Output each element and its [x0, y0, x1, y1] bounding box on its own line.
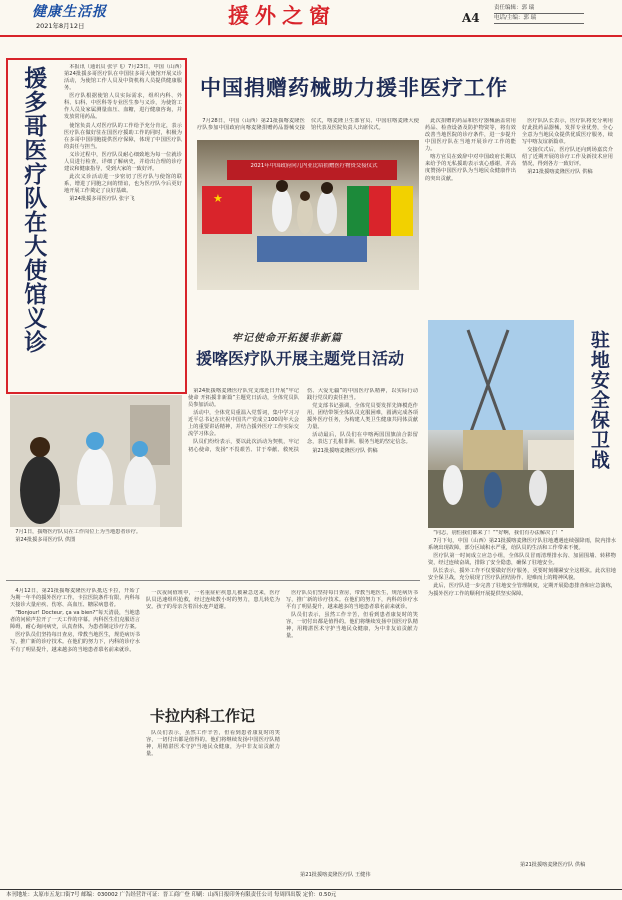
paragraph: 第24批援喀麦隆医疗队党支部近日开展“牢记使命 开拓援非新篇”主题党日活动，全体党员队员参加活动。 [188, 388, 299, 409]
story-title: 援多哥医疗队在大使馆义诊 [20, 66, 48, 354]
china-flag [202, 186, 252, 234]
paragraph: 7月下旬，中国（山西）第21批援喀麦隆医疗队驻地遭遇连续强降雨，院内排水系统出现故障，部分区域积水严重，给队员的生活和工作带来不便。 [428, 538, 616, 552]
worker [529, 470, 547, 506]
party-kicker: 牢记使命开拓援非新篇 [232, 333, 342, 344]
donation-headline: 中国捐赠药械助力援非医疗工作 [200, 75, 508, 100]
byline: 第21批援喀麦隆医疗队 供稿 [527, 169, 593, 176]
internal-medicine-col3 [146, 730, 280, 876]
svg-text:★: ★ [213, 192, 223, 205]
security-headline: 驻地安全保卫战 [587, 330, 610, 470]
donation-col-top [197, 118, 419, 138]
paragraph: 一次夜间值班中，一名重症疟疾患儿被紧急送来，医疗队员迅速组织抢救，经过连续数小时的努力，患儿转危为安。孩子的母亲含着泪水连声道谢。 [146, 590, 280, 611]
caption-credit: 第24批援多哥医疗队 供图 [15, 537, 76, 544]
paragraph: 党支部书记强调，全体党员要发挥先锋模范作用，团结带领全体队员克服困难，圆满完成各项援外医疗任务，为构建人类卫生健康共同体贡献力量。 [307, 403, 418, 431]
party-body [188, 388, 418, 564]
issue-date: 2021年8月12日 [36, 22, 85, 30]
donation-continued [197, 292, 419, 298]
divider [6, 580, 420, 581]
paragraph: 7月28日，中国（山西）第21批援喀麦隆医疗队参加中国政府向喀麦隆捐赠药品器械交接仪式，喀麦隆卫生部官员、中国驻喀麦隆大使馆代表及医院负责人出席仪式。 [197, 118, 419, 132]
caption: “同志，别怕我们都来了！”“好啊，我们有办法解决了！” [433, 530, 564, 536]
clinic-photo-drawing [10, 395, 182, 527]
paragraph: 医疗队员们坚持每日查房，带教当地医生，规范病历书写，推广新的诊疗技术。在他们的努力下，内科的诊疗水平有了明显提升，越来越多的当地患者慕名前来就诊。 [10, 632, 140, 653]
paragraph: 活动最后，队员们在中喀两国国旗前合影留念，表达了扎根非洲、服务当地的坚定信念。 [307, 432, 418, 446]
paragraph: 队员们表示，虽然工作辛苦，但看到患者康复时的笑容，一切付出都是值得的。他们将继续发扬中国医疗队精神，用精湛医术守护当地民众健康，为中非友谊贡献力量。 [146, 730, 280, 758]
paragraph: 医疗队员们坚持每日查房，带教当地医生，规范病历书写，推广新的诊疗技术。在他们的努力下，内科的诊疗水平有了明显提升，越来越多的当地患者慕名前来就诊。 [286, 590, 418, 611]
caption: 7月1日，援喀医疗队员在工作岗位上为当地患者诊疗。 [15, 529, 142, 535]
cameroon-flag-yellow [391, 186, 413, 236]
page-number: A4 [462, 11, 480, 25]
paragraph: 4月12日，第21批援喀麦隆医疗队抵达卡拉，开始了为期一年半的援外医疗工作。卡拉医院条件有限，内科每天接诊大量疟疾、伤寒、高血压、糖尿病患者。 [10, 588, 140, 609]
paragraph: 活动中，全体党员重温入党誓词，集中学习习近平总书记在庆祝中国共产党成立100周年大会上的重要讲话精神，并结合援外医疗工作实际交流学习体会。 [188, 410, 299, 438]
byline: 第24批援多哥医疗队 张宇飞 [69, 196, 135, 203]
paragraph: 此次捐赠的药品和医疗器械涵盖常用药品、检查设备及防护物资等，将有效改善当地医院的诊疗条件，进一步提升中国医疗队在当地开展诊疗工作的能力。 [425, 118, 516, 153]
security-body [428, 530, 616, 862]
newspaper-brand: 健康生活报 [32, 4, 107, 20]
paragraph: 医疗队根据使馆人员实际需求，组织内科、外科、妇科、中医科等专业医生参与义诊，为使馆工作人员及家属测量血压、血糖，进行健康咨询，并发放常用药品。 [64, 93, 182, 121]
editor-line: 电话/主编：郭 瑞 [494, 14, 584, 24]
editor-line: 责任编辑：郭 瑞 [494, 4, 584, 14]
donation-body [197, 118, 614, 296]
donation-photo [197, 140, 419, 290]
signing-table [257, 236, 367, 262]
worker [484, 472, 502, 508]
paragraph: 此后，医疗队进一步完善了驻地安全管理制度，定期开展隐患排查和应急演练，为援外医疗工作的顺利开展提供坚实保障。 [428, 583, 616, 597]
paragraph: 使馆负责人对医疗队的工作给予充分肯定，表示医疗队在做好驻在国医疗援助工作的同时，积极为在多哥中国同胞提供医疗保障，体现了中国医疗队的责任与担当。 [64, 122, 182, 150]
paragraph: 此次义诊活动进一步密切了医疗队与使馆的联系，增进了同胞之间的情谊，也为医疗队今后更好地开展工作奠定了良好基础。 [64, 173, 182, 195]
cameroon-flag-red [369, 186, 391, 236]
person-white-coat [317, 190, 337, 234]
internal-medicine-col2 [146, 590, 280, 700]
person-white-coat [272, 188, 292, 232]
clinic-caption [10, 529, 182, 569]
paragraph: 队员们纷纷表示，要以此次活动为契机，牢记初心使命，发扬“不畏艰苦、甘于奉献、救死扶伤、大爱无疆”的中国医疗队精神，以实际行动践行党员的责任担当。 [188, 388, 418, 453]
cameroon-flag-green [347, 186, 369, 236]
internal-medicine-headline: 卡拉内科工作记 [150, 707, 256, 725]
story-body [64, 64, 182, 382]
paragraph: 义诊过程中，医疗队员耐心细致地为每一位就诊人员进行检查，详细了解病史，并给出合理的诊疗建议和健康指导，受到大家的一致好评。 [64, 151, 182, 172]
worker [443, 465, 463, 505]
paragraph: 本报讯（通讯员 张宇飞）7月23日，中国（山西）第24批援多哥医疗队在中国驻多哥大使馆开展义诊活动，为使馆工作人员及中资机构人员提供健康服务。 [64, 64, 182, 92]
internal-medicine-col1 [10, 588, 140, 878]
paragraph: 队长表示，援外工作不仅要做好医疗服务，更要时刻绷紧安全这根弦。此次驻地安全保卫战，充分展现了医疗队团结协作、迎难而上的精神风貌。 [428, 568, 616, 582]
door [130, 405, 170, 465]
paragraph: “Bonjour! Docteur, ça va bien?”每天清晨，当地患者的问候声拉开了一天工作的序幕。内科医生们克服语言障碍，耐心询问病史，认真查体，为患者制定诊疗方案。 [10, 610, 140, 631]
internal-medicine-byline: 第21批援喀麦隆医疗队 王健伟 [300, 872, 371, 878]
paragraph: 交接仪式后，医疗队还向到场嘉宾介绍了近期开展的诊疗工作及新技术应用情况，得到各方一致好评。 [522, 147, 613, 168]
person [297, 198, 313, 234]
paragraph: 喀方官员在致辞中对中国政府长期以来给予的无私援助表示衷心感谢，并高度赞扬中国医疗队为当地民众健康作出的突出贡献。 [425, 154, 516, 182]
page-footer: 本刊地址：太原市五龙口街7号 邮编：030002 广告经营许可证：晋工商广登 印刷：山西日报印务有限责任公司 每周四出版 定价：0.50元 [0, 889, 622, 900]
story-embassy-clinic [6, 58, 187, 394]
masthead-rule [0, 35, 622, 37]
party-headline: 援喀医疗队开展主题党日活动 [196, 349, 405, 368]
donation-col-right [425, 118, 613, 294]
paragraph: 队员们表示，虽然工作辛苦，但看到患者康复时的笑容，一切付出都是值得的。他们将继续发扬中国医疗队精神，用精湛医术守护当地民众健康，为中非友谊贡献力量。 [286, 612, 418, 640]
paragraph: 医疗队第一时间成立应急小组，全体队员冒雨清理排水沟、加固围墙、转移物资，经过连续奋战，排除了安全隐患，确保了驻地安全。 [428, 553, 616, 567]
clinic-photo [10, 395, 182, 527]
security-photo [428, 320, 574, 528]
internal-medicine-col4 [286, 590, 418, 870]
byline: 第21批援喀麦隆医疗队 供稿 [312, 447, 378, 454]
editor-box [494, 4, 584, 24]
photo-banner-text: 2021年中国政府向几内亚比绍捐赠医疗物资交接仪式 [250, 163, 378, 169]
security-byline: 第21批援喀麦隆医疗队 供稿 [520, 862, 586, 868]
paragraph: 医疗队队长表示，医疗队将充分利用好此批药品器械，发挥专业优势，全心全意为当地民众提供优质医疗服务，续写中喀友谊新篇章。 [522, 118, 613, 146]
section-title: 援外之窗 [228, 3, 336, 28]
patient [20, 456, 60, 524]
masthead [0, 0, 622, 38]
building [463, 430, 523, 470]
security-photo-drawing [428, 320, 574, 528]
